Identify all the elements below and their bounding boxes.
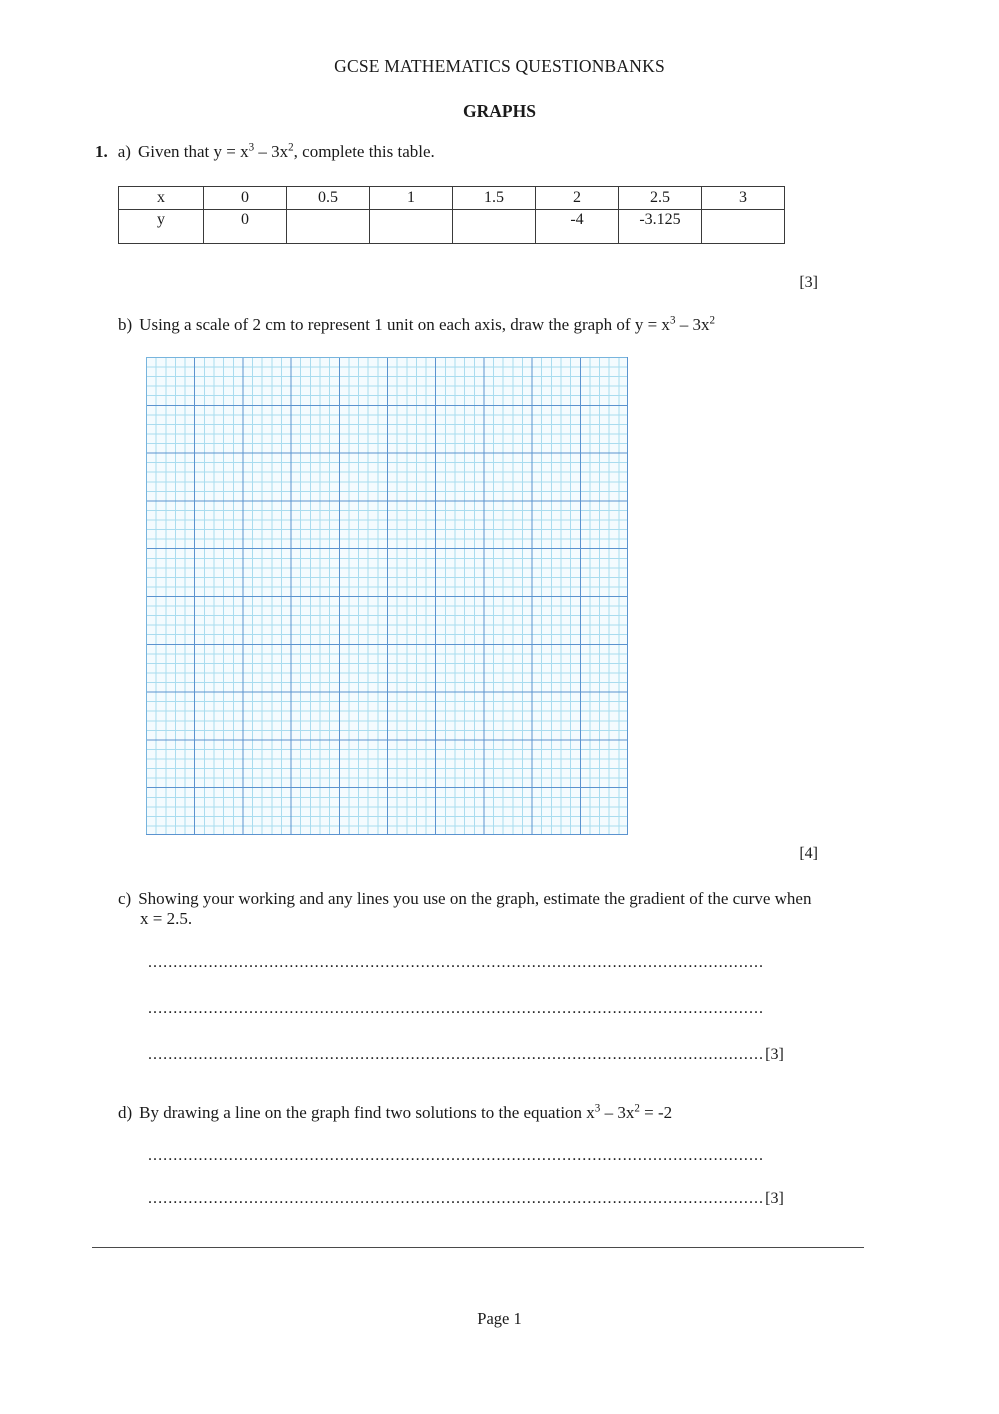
part-c-line-1-wrapper <box>118 889 908 909</box>
part-a-letter: a) <box>117 142 131 161</box>
table-cell-x-6: 3 <box>702 187 785 210</box>
values-table <box>118 186 785 244</box>
table-cell-x-0: 0 <box>204 187 287 210</box>
part-d-text-before: By drawing a line on the graph find two solutions to the equation x <box>139 1103 595 1122</box>
part-a-exponent-3: 3 <box>248 141 255 154</box>
part-c-letter: c) <box>118 889 132 908</box>
table-cell-x-1: 0.5 <box>287 187 370 210</box>
question-number: 1. <box>95 142 108 161</box>
part-d-answer-line-1[interactable] <box>148 1147 764 1165</box>
values-table-wrapper <box>118 186 785 244</box>
part-d-letter: d) <box>118 1103 133 1122</box>
table-cell-x-3: 1.5 <box>453 187 536 210</box>
table-row-y <box>119 210 785 244</box>
dotted-rule: .......................................................................................................................... <box>148 954 765 971</box>
part-b-marks: [4] <box>799 845 818 862</box>
part-d-text-after: = -2 <box>639 1103 673 1122</box>
part-b-exponent-2: 2 <box>709 314 715 327</box>
table-cell-y-1[interactable] <box>287 210 370 244</box>
table-cell-x-5: 2.5 <box>619 187 702 210</box>
table-cell-y-6[interactable] <box>702 210 785 244</box>
table-cell-y-2[interactable] <box>370 210 453 244</box>
part-c-text-line-1: Showing your working and any lines you use on the graph, estimate the gradient of the curve when <box>138 889 812 908</box>
part-d-marks: [3] <box>765 1190 784 1207</box>
dotted-rule: .......................................................................................................................... <box>148 1190 765 1207</box>
part-c-text-line-2: x = 2.5. <box>140 909 193 928</box>
question-1-part-c-prompt <box>118 889 908 929</box>
part-c-marks: [3] <box>765 1046 784 1063</box>
part-b-text-mid: – 3x <box>675 315 710 334</box>
table-cell-x-label: x <box>119 187 204 210</box>
table-cell-y-label: y <box>119 210 204 244</box>
dotted-rule: .......................................................................................................................... <box>148 1046 765 1063</box>
table-cell-y-5[interactable]: -3.125 <box>619 210 702 244</box>
part-d-exponent-2: 2 <box>634 1102 640 1115</box>
part-a-text-mid: – 3x <box>254 142 289 161</box>
table-cell-y-4[interactable]: -4 <box>536 210 619 244</box>
part-d-answer-line-2[interactable] <box>148 1190 784 1208</box>
table-cell-y-0[interactable]: 0 <box>204 210 287 244</box>
graph-paper-grid[interactable] <box>146 357 628 835</box>
part-d-exponent-3: 3 <box>594 1102 601 1115</box>
part-c-answer-line-2[interactable] <box>148 1000 764 1018</box>
document-title: GCSE MATHEMATICS QUESTIONBANKS <box>334 56 665 76</box>
footer-divider <box>92 1247 864 1248</box>
table-row-x <box>119 187 785 210</box>
part-a-exponent-2: 2 <box>288 141 294 154</box>
part-a-text-after: , complete this table. <box>293 142 435 161</box>
table-cell-x-4: 2 <box>536 187 619 210</box>
part-b-letter: b) <box>118 315 133 334</box>
dotted-rule: .......................................................................................................................... <box>148 1000 765 1017</box>
part-a-text-before: Given that y = x <box>137 142 249 161</box>
part-a-marks: [3] <box>799 274 818 291</box>
dotted-rule: .......................................................................................................................... <box>148 1147 765 1164</box>
part-c-answer-line-1[interactable] <box>148 954 764 972</box>
question-1-part-a-prompt <box>95 142 435 162</box>
part-c-answer-line-3[interactable] <box>148 1046 784 1064</box>
part-b-text-before: Using a scale of 2 cm to represent 1 unit on each axis, draw the graph of y = x <box>139 315 670 334</box>
part-d-text-mid: – 3x <box>600 1103 635 1122</box>
section-title: GRAPHS <box>463 101 536 121</box>
part-b-exponent-3: 3 <box>669 314 676 327</box>
table-cell-x-2: 1 <box>370 187 453 210</box>
question-1-part-b-prompt <box>118 315 715 335</box>
page-number: Page 1 <box>477 1309 522 1328</box>
question-1-part-d-prompt <box>118 1103 908 1123</box>
table-cell-y-3[interactable] <box>453 210 536 244</box>
